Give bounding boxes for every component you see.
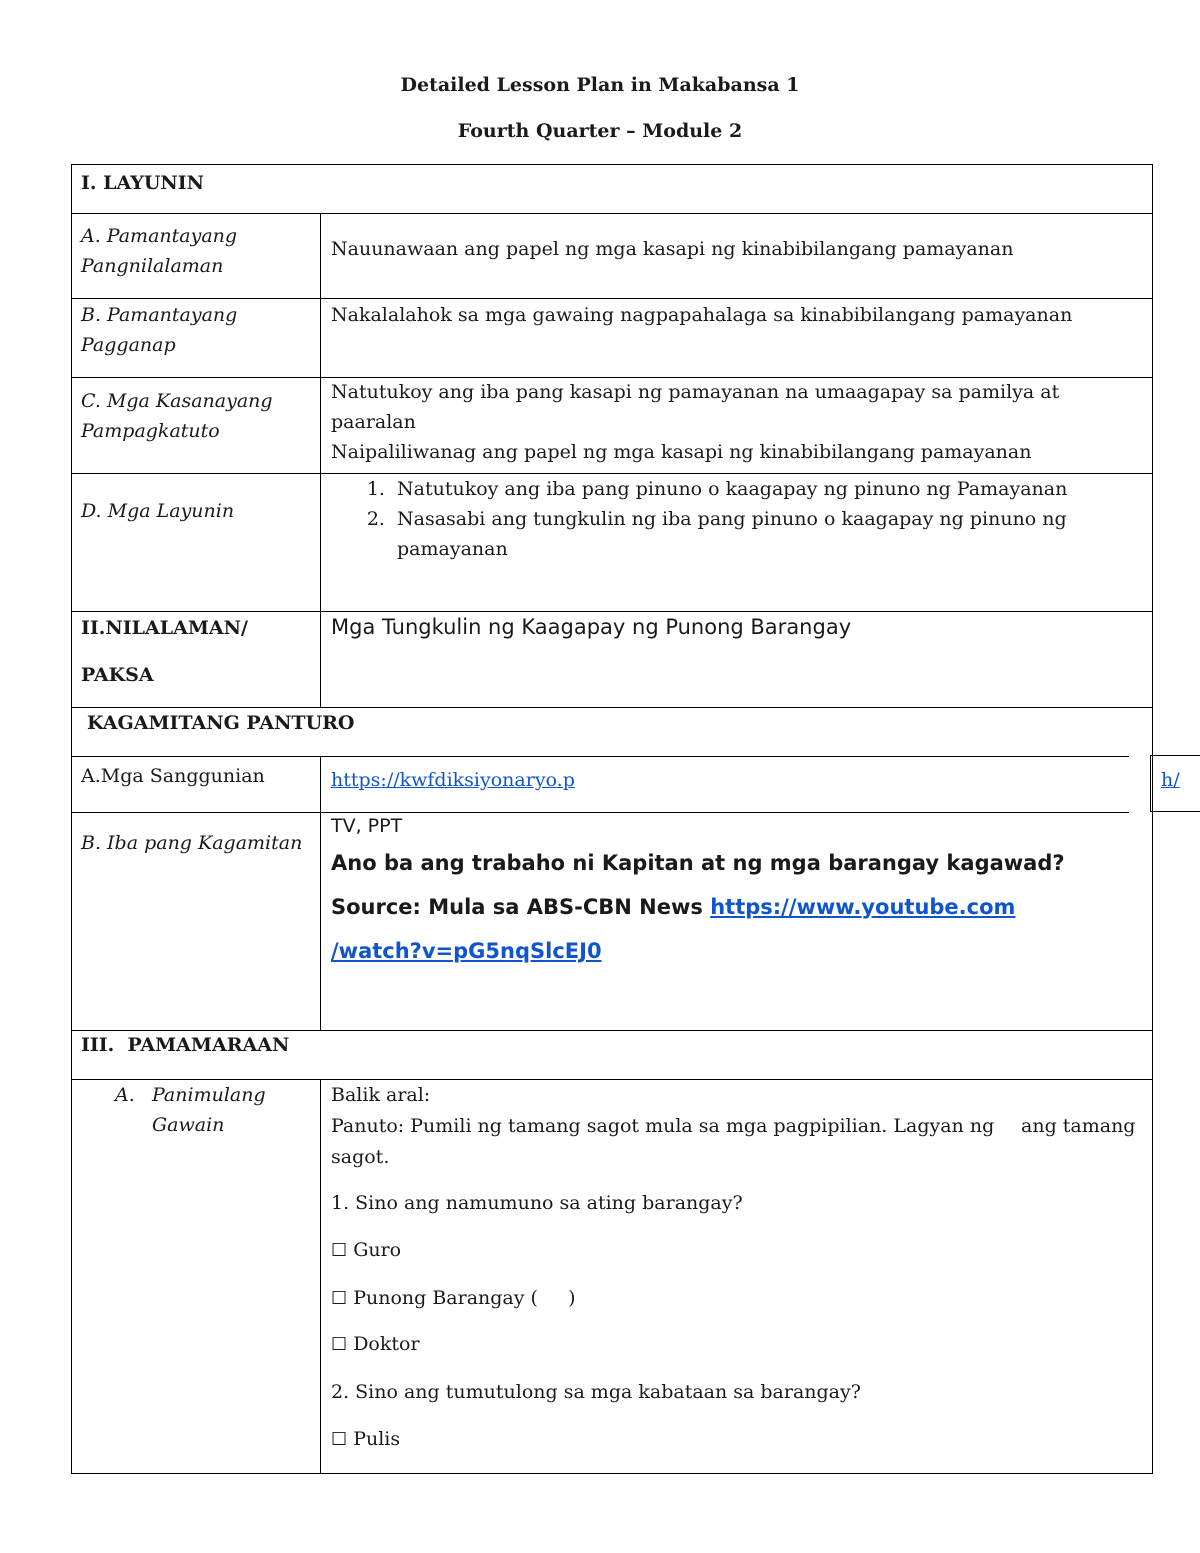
option-pulis[interactable] [331,1424,1141,1455]
section-heading-kagamitan: KAGAMITANG PANTURO [87,712,355,734]
kasanayang-line-2: Naipaliliwanag ang papel ng mga kasapi ng kinabibilangang pamayanan [331,441,1032,463]
label-mga-layunin: D. Mga Layunin [81,500,235,522]
row-divider [71,213,1153,214]
objective-item: 2. Nasasabi ang tungkulin ng iba pang pinuno o kaagapay ng pinuno ng pamayanan [391,504,1081,564]
label-pamantayang-pagganap: B. Pamantayang Pagganap [81,304,238,356]
video-link-part-1[interactable]: https://www.youtube.com [710,895,1016,919]
video-source [331,885,1141,973]
label-pamantayang-pangnilalaman: A. Pamantayang Pangnilalaman [81,225,238,277]
option-doktor[interactable] [331,1329,1141,1360]
label-mga-sanggunian: A.Mga Sanggunian [81,765,265,787]
option-label: Pulis [353,1428,401,1450]
video-source-prefix: Source: Mula sa ABS-CBN News [331,895,711,919]
question-1: 1. Sino ang namumuno sa ating barangay? [331,1192,743,1214]
label-panimulang-gawain [152,1080,266,1140]
content-kasanayang-pampagkatuto [331,377,1141,467]
instruction-part-3: sagot. [331,1146,390,1168]
checkbox-icon[interactable]: ☐ [331,1288,348,1309]
label-nilalaman-line-1: II.NILALAMAN/ [81,617,248,639]
option-label: Punong Barangay ( ) [353,1287,576,1309]
checkbox-icon[interactable]: ☐ [331,1240,348,1261]
content-mga-layunin [321,474,1081,564]
reference-link-tail[interactable] [1161,765,1180,795]
content-pamantayang-pangnilalaman: Nauunawaan ang papel ng mga kasapi ng kinabibilangang pamayanan [331,238,1014,260]
label-panimulang-line-2: Gawain [152,1114,225,1136]
label-iba-pang-kagamitan: B. Iba pang Kagamitan [81,832,303,854]
overflow-line [1150,755,1200,756]
instruction-part-1: Panuto: Pumili ng tamang sagot mula sa mga pagpipilian. Lagyan ng [331,1115,995,1137]
equipment-list: TV, PPT [331,815,403,837]
column-divider [320,213,321,707]
lesson-plan-table [71,164,1180,1474]
video-question: Ano ba ang trabaho ni Kapitan at ng mga barangay kagawad? [331,851,1065,875]
overflow-line [1150,811,1200,812]
objective-item: 1. Natutukoy ang iba pang pinuno o kaagapay ng pinuno ng Pamayanan [391,474,1081,504]
document-subtitle: Fourth Quarter – Module 2 [457,120,743,142]
reference-link[interactable] [331,765,1141,795]
section-heading-pamamaraan: III. PAMAMARAAN [81,1034,290,1056]
column-divider [1150,756,1151,812]
option-guro[interactable] [331,1235,1141,1266]
reference-link-text[interactable]: https://kwfdiksiyonaryo.p [331,769,575,791]
section-heading-layunin: I. LAYUNIN [81,172,205,194]
label-nilalaman-line-2: PAKSA [81,664,154,686]
balik-aral-title: Balik aral: [331,1084,431,1106]
checkbox-icon[interactable]: ☐ [331,1334,348,1355]
document-title: Detailed Lesson Plan in Makabansa 1 [400,74,800,96]
instruction-line [331,1111,1141,1141]
row-divider [71,298,1153,299]
column-divider [320,756,321,1030]
question-2: 2. Sino ang tumutulong sa mga kabataan sa barangay? [331,1381,861,1403]
video-link-part-2[interactable]: /watch?v=pG5nqSlcEJ0 [331,939,602,963]
instruction-part-2: ang tamang [1021,1115,1136,1137]
kasanayang-line-1: Natutukoy ang iba pang kasapi ng pamayanan na umaagapay sa pamilya at paaralan [331,381,1060,433]
reference-link-tail-text[interactable]: h/ [1161,769,1180,791]
checkbox-icon[interactable]: ☐ [331,1429,348,1450]
label-kasanayang-pampagkatuto: C. Mga Kasanayang Pampagkatuto [81,390,273,442]
topic-title: Mga Tungkulin ng Kaagapay ng Punong Barangay [331,615,852,639]
panimulang-marker: A. [115,1084,135,1106]
option-label: Doktor [353,1333,420,1355]
objectives-list [321,474,1081,564]
content-pamantayang-pagganap: Nakalalahok sa mga gawaing nagpapahalaga sa kinabibilangang pamayanan [331,304,1073,326]
label-panimulang-line-1: Panimulang [152,1084,266,1106]
option-label: Guro [353,1239,402,1261]
row-divider [71,756,1129,757]
column-divider [320,1079,321,1474]
option-punong-barangay[interactable] [331,1283,1141,1314]
